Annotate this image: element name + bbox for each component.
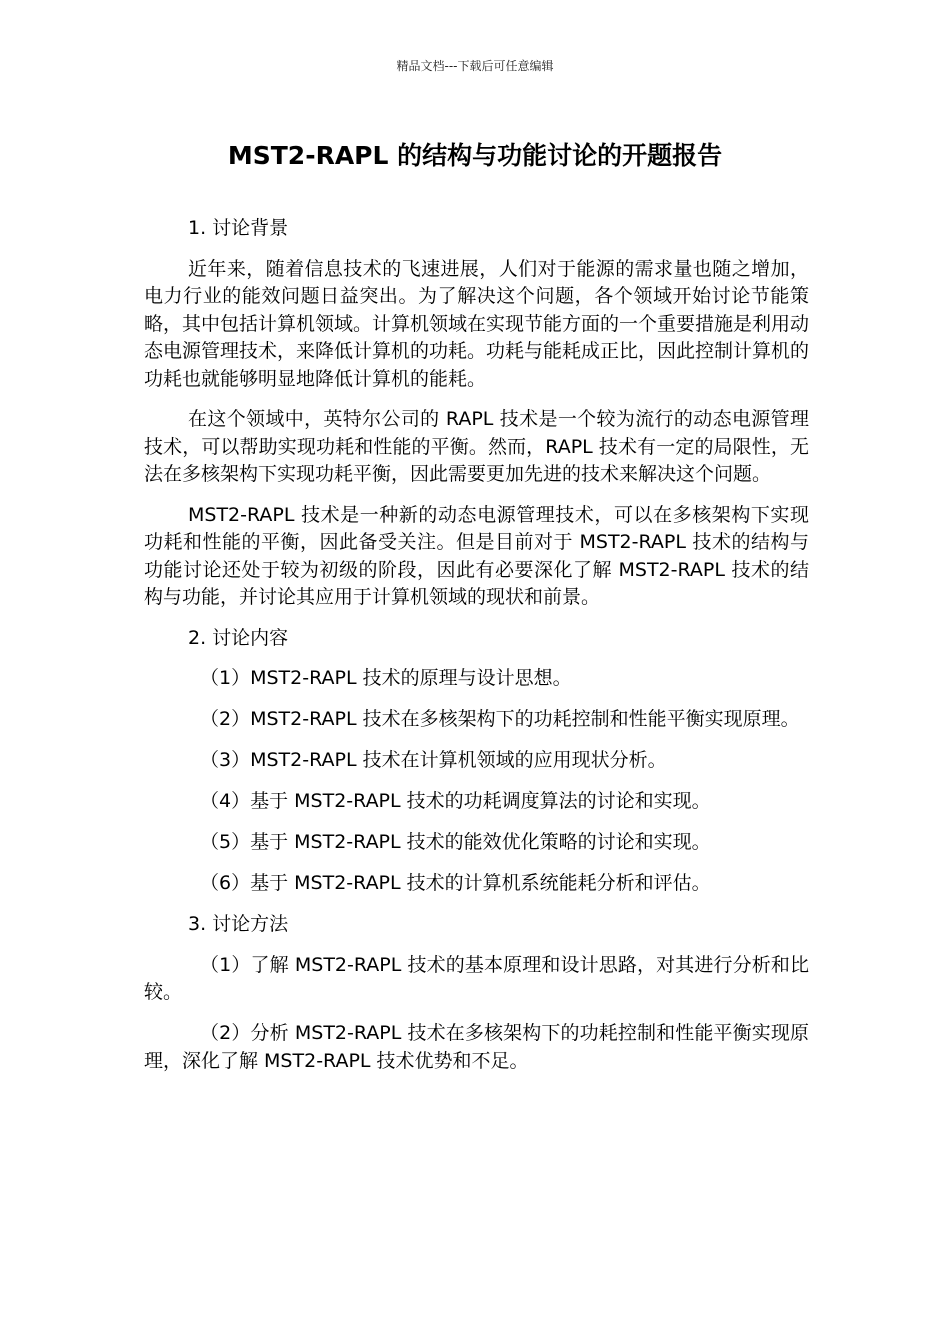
list-item: （5）基于 MST2-RAPL 技术的能效优化策略的讨论和实现。 [200,831,711,853]
list-item: （3）MST2-RAPL 技术在计算机领域的应用现状分析。 [200,749,667,771]
paragraph: 在这个领域中，英特尔公司的 RAPL 技术是一个较为流行的动态电源管理技术，可以帮助实现功耗和性能的平衡。然而，RAPL 技术有一定的局限性，无法在多核架构下实现功耗平衡，因此需要更加先进的技术来解决这个问题。 [144,408,809,485]
section-heading-content: 2. 讨论内容 [188,626,289,649]
section-heading-methods: 3. 讨论方法 [188,913,289,935]
section-heading-background: 1. 讨论背景 [188,217,289,239]
list-item: （4）基于 MST2-RAPL 技术的功耗调度算法的讨论和实现。 [200,790,711,812]
document-body [144,215,809,1089]
list-item: （2）分析 MST2-RAPL 技术在多核架构下的功耗控制和性能平衡实现原理，深化了解 MST2-RAPL 技术优势和不足。 [144,1022,809,1072]
list-item: （6）基于 MST2-RAPL 技术的计算机系统能耗分析和评估。 [200,872,711,894]
paragraph: MST2-RAPL 技术是一种新的动态电源管理技术，可以在多核架构下实现功耗和性能的平衡，因此备受关注。但是目前对于 MST2-RAPL 技术的结构与功能讨论还处于较为初级的阶段，因此有必要深化了解 MST2-RAPL 技术的结构与功能，并讨论其应用于计算机领域的现状和前景。 [144,503,809,608]
list-item: （1）了解 MST2-RAPL 技术的基本原理和设计思路，对其进行分析和比较。 [144,953,809,1003]
document-title: MST2-RAPL 的结构与功能讨论的开题报告 [227,141,723,170]
header-note: 精品文档---下载后可任意编辑 [396,59,554,73]
paragraph: 近年来，随着信息技术的飞速进展，人们对于能源的需求量也随之增加，电力行业的能效问题日益突出。为了解决这个问题，各个领域开始讨论节能策略，其中包括计算机领域。计算机领域在实现节能方面的一个重要措施是利用动态电源管理技术，来降低计算机的功耗。功耗与能耗成正比，因此控制计算机的功耗也就能够明显地降低计算机的能耗。 [144,257,810,390]
list-item: （1）MST2-RAPL 技术的原理与设计思想。 [200,667,572,689]
list-item: （2）MST2-RAPL 技术在多核架构下的功耗控制和性能平衡实现原理。 [200,708,800,730]
